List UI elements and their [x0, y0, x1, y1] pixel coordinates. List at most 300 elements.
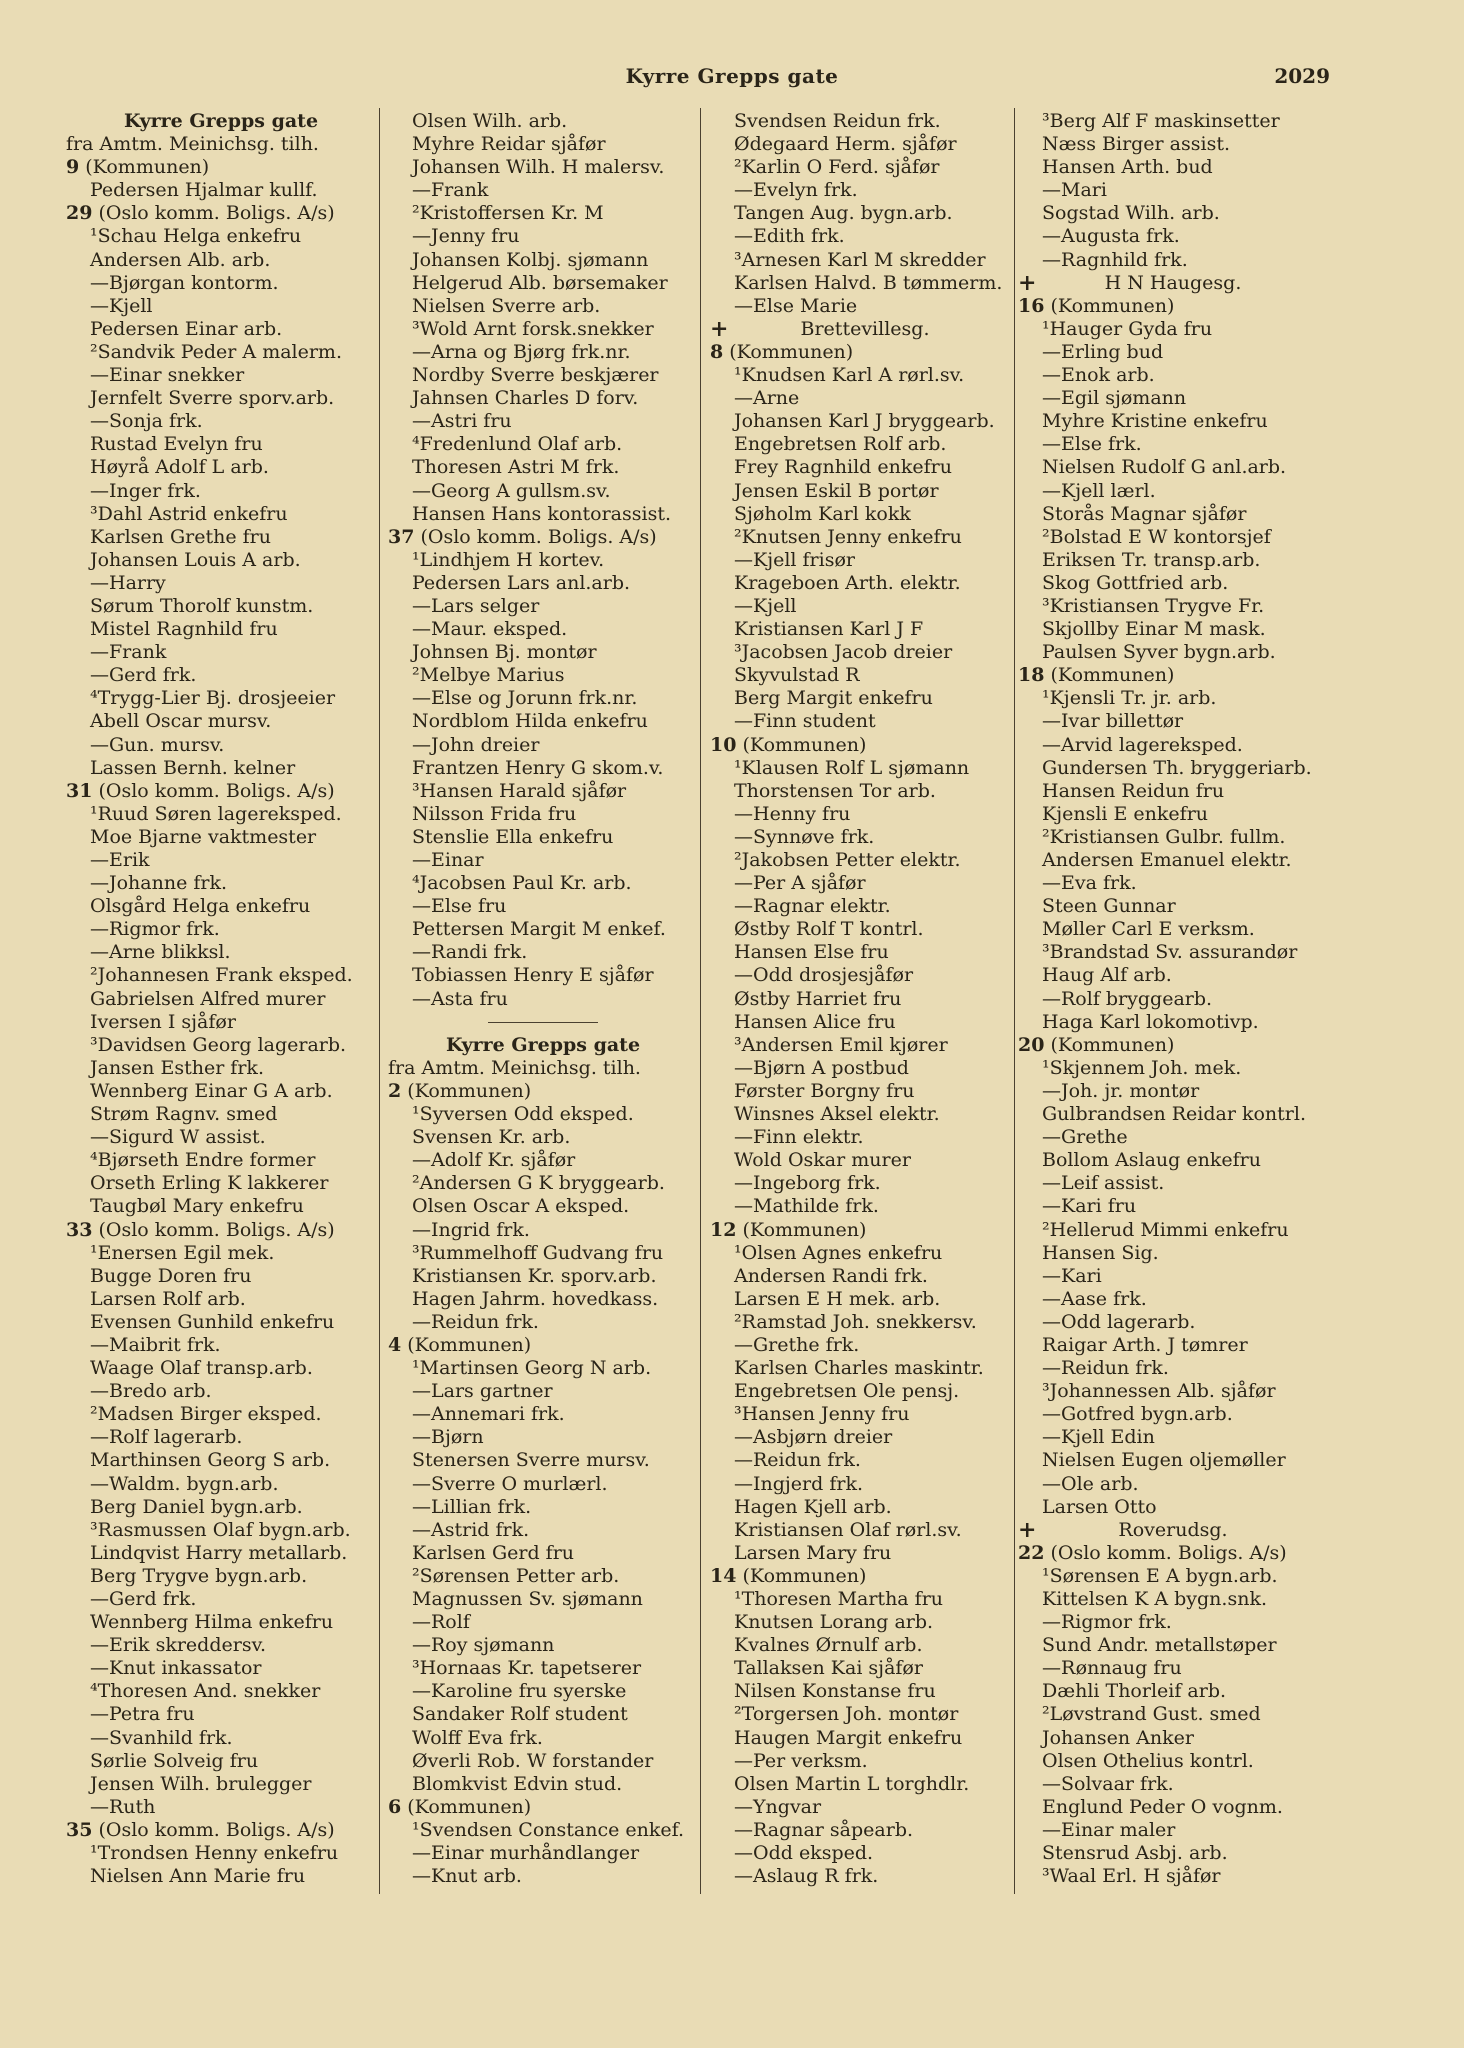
resident-entry: ¹Hauger Gyda fru — [1042, 317, 1213, 340]
resident-entry: Olsen Othelius kontrl. — [1042, 1749, 1254, 1772]
page-number: 2029 — [1274, 64, 1330, 88]
resident-entry: ¹Ruud Søren lagereksped. — [90, 802, 342, 825]
resident-entry: Myhre Reidar sjåfør — [412, 133, 606, 156]
resident-entry: —Frank — [412, 179, 489, 202]
resident-entry: Johansen Karl J bryggearb. — [734, 410, 995, 433]
resident-entry: —Rigmor frk. — [90, 918, 220, 941]
resident-entry: Haugen Margit enkefru — [734, 1726, 963, 1749]
resident-entry: —Ole arb. — [1042, 1472, 1139, 1495]
resident-entry: Engebretsen Ole pensj. — [734, 1380, 960, 1403]
resident-entry: Marthinsen Georg S arb. — [90, 1449, 331, 1472]
resident-entry: —Ivar billettør — [1042, 710, 1184, 733]
resident-entry: Andersen Randi frk. — [734, 1264, 928, 1287]
resident-entry: Karlsen Grethe fru — [90, 525, 271, 548]
resident-entry: Ødegaard Herm. sjåfør — [734, 133, 957, 156]
resident-entry: Skog Gottfried arb. — [1042, 571, 1229, 594]
resident-entry: —Maibrit frk. — [90, 1333, 221, 1356]
resident-entry: —Augusta frk. — [1042, 225, 1180, 248]
resident-entry: —Reidun frk. — [734, 1449, 861, 1472]
resident-entry: ²Torgersen Joh. montør — [734, 1703, 959, 1726]
resident-entry: —Rigmor frk. — [1042, 1611, 1172, 1634]
resident-entry: Eriksen Tr. transp.arb. — [1042, 548, 1261, 571]
resident-entry: Hansen Reidun fru — [1042, 779, 1225, 802]
resident-entry: Thoresen Astri M frk. — [412, 456, 620, 479]
resident-entry: Gabrielsen Alfred murer — [90, 987, 326, 1010]
resident-entry: —Henny fru — [734, 802, 851, 825]
resident-entry: Taugbøl Mary enkefru — [90, 1195, 304, 1218]
resident-entry: Stenersen Sverre mursv. — [412, 1449, 650, 1472]
resident-entry: —Knut inkassator — [90, 1657, 262, 1680]
resident-entry: Engebretsen Rolf arb. — [734, 433, 947, 456]
resident-entry: Knutsen Lorang arb. — [734, 1611, 934, 1634]
resident-entry: —Kari fru — [1042, 1195, 1137, 1218]
resident-entry: Sørlie Solveig fru — [90, 1749, 259, 1772]
resident-entry: —Georg A gullsm.sv. — [412, 479, 611, 502]
resident-entry: —Finn student — [734, 710, 876, 733]
resident-entry: —Edith frk. — [734, 225, 845, 248]
house-number: 20 (Kommunen) — [1018, 1033, 1175, 1056]
resident-entry: —Arne blikksl. — [90, 941, 231, 964]
resident-entry: Olsen Oscar A eksped. — [412, 1195, 630, 1218]
resident-entry: Helgerud Alb. børsemaker — [412, 271, 668, 294]
resident-entry: Lassen Bernh. kelner — [90, 756, 296, 779]
resident-entry: ³Johannessen Alb. sjåfør — [1042, 1380, 1276, 1403]
resident-entry: —Ingrid frk. — [412, 1218, 530, 1241]
resident-entry: ¹Syversen Odd eksped. — [412, 1103, 634, 1126]
resident-entry: —Frank — [90, 641, 167, 664]
resident-entry: Østby Rolf T kontrl. — [734, 918, 924, 941]
resident-entry: Stensrud Asbj. arb. — [1042, 1842, 1228, 1865]
resident-entry: —Sigurd W assist. — [90, 1126, 266, 1149]
resident-entry: —Astri fru — [412, 410, 512, 433]
resident-entry: Kjensli E enkefru — [1042, 802, 1209, 825]
resident-entry: Tangen Aug. bygn.arb. — [734, 202, 953, 225]
resident-entry: —Svanhild frk. — [90, 1726, 233, 1749]
street-heading: Kyrre Grepps gate — [123, 110, 319, 132]
resident-entry: Dæhli Thorleif arb. — [1042, 1680, 1227, 1703]
house-number: 31 (Oslo komm. Boligs. A/s) — [66, 779, 335, 802]
resident-entry: Hagen Kjell arb. — [734, 1495, 892, 1518]
house-number: 16 (Kommunen) — [1018, 294, 1175, 317]
resident-entry: Raigar Arth. J tømrer — [1042, 1333, 1248, 1356]
resident-entry: —Rolf bryggearb. — [1042, 987, 1213, 1010]
resident-entry: Karlsen Halvd. B tømmerm. — [734, 271, 1003, 294]
cross-street-icon: + — [1018, 269, 1037, 296]
house-number: 14 (Kommunen) — [710, 1564, 867, 1587]
resident-entry: Hansen Arth. bud — [1042, 156, 1213, 179]
resident-entry: Pettersen Margit M enkef. — [412, 918, 666, 941]
resident-entry: Gundersen Th. bryggeriarb. — [1042, 756, 1312, 779]
resident-entry: Bugge Doren fru — [90, 1264, 252, 1287]
resident-entry: Nielsen Rudolf G anl.arb. — [1042, 456, 1287, 479]
resident-entry: ⁴Bjørseth Endre former — [90, 1149, 316, 1172]
resident-entry: —Gun. mursv. — [90, 733, 225, 756]
resident-entry: —Lars gartner — [412, 1380, 553, 1403]
resident-entry: Hagen Jahrm. hovedkass. — [412, 1287, 659, 1310]
resident-entry: —Knut arb. — [412, 1865, 522, 1888]
resident-entry: Moe Bjarne vaktmester — [90, 825, 317, 848]
resident-entry: Karlsen Charles maskintr. — [734, 1357, 984, 1380]
resident-entry: —Kjell Edin — [1042, 1426, 1155, 1449]
resident-entry: Waage Olaf transp.arb. — [90, 1357, 313, 1380]
resident-entry: ²Bolstad E W kontorsjef — [1042, 525, 1271, 548]
resident-entry: Paulsen Syver bygn.arb. — [1042, 641, 1276, 664]
resident-entry: Kristiansen Kr. sporv.arb. — [412, 1264, 657, 1287]
resident-entry: —Evelyn frk. — [734, 179, 858, 202]
resident-entry: —Ingjerd frk. — [734, 1472, 863, 1495]
resident-entry: Wennberg Einar G A arb. — [90, 1079, 333, 1102]
house-number: 18 (Kommunen) — [1018, 664, 1175, 687]
resident-entry: —Einar maler — [1042, 1818, 1176, 1841]
resident-entry: ¹Thoresen Martha fru — [734, 1588, 944, 1610]
resident-entry: —Inger frk. — [90, 479, 201, 502]
resident-entry: —Rolf lagerarb. — [90, 1426, 243, 1449]
resident-entry: —Ragnar såpearb. — [734, 1818, 914, 1841]
resident-entry: Johansen Kolbj. sjømann — [412, 248, 649, 271]
resident-entry: Pedersen Lars anl.arb. — [412, 571, 631, 594]
section-divider — [388, 1011, 698, 1034]
resident-entry: Larsen E H mek. arb. — [734, 1287, 941, 1310]
resident-entry: Kvalnes Ørnulf arb. — [734, 1634, 923, 1657]
resident-entry: —Sverre O murlærl. — [412, 1472, 608, 1495]
resident-entry: ⁴Trygg-Lier Bj. drosjeeier — [90, 687, 336, 710]
resident-entry: —Odd lagerarb. — [1042, 1310, 1196, 1333]
resident-entry: —Solvaar frk. — [1042, 1772, 1174, 1795]
resident-entry: Steen Gunnar — [1042, 895, 1176, 918]
resident-entry: Berg Margit enkefru — [734, 687, 933, 710]
resident-entry: —Ingeborg frk. — [734, 1172, 881, 1195]
resident-entry: —Bredo arb. — [90, 1380, 212, 1403]
resident-entry: ³Rasmussen Olaf bygn.arb. — [90, 1518, 351, 1541]
resident-entry: ¹Skjennem Joh. mek. — [1042, 1056, 1242, 1079]
resident-entry: —Else fru — [412, 895, 507, 918]
resident-entry: Sogstad Wilh. arb. — [1042, 202, 1220, 225]
resident-entry: Sund Andr. metallstøper — [1042, 1634, 1277, 1657]
resident-entry: ³Hansen Jenny fru — [734, 1403, 910, 1426]
resident-entry: ²Løvstrand Gust. smed — [1042, 1703, 1261, 1726]
resident-entry: ²Karlin O Ferd. sjåfør — [734, 156, 940, 179]
resident-entry: ³Brandstad Sv. assurandør — [1042, 941, 1298, 964]
resident-entry: ²Kristiansen Gulbr. fullm. — [1042, 825, 1286, 848]
resident-entry: —Kjell — [90, 294, 153, 317]
resident-entry: ³Hansen Harald sjåfør — [412, 779, 627, 802]
resident-entry: ²Andersen G K bryggearb. — [412, 1172, 665, 1195]
resident-entry: Svensen Kr. arb. — [412, 1126, 571, 1149]
resident-entry: ²Jakobsen Petter elektr. — [734, 849, 961, 871]
resident-entry: —Mathilde frk. — [734, 1195, 879, 1218]
column-3 — [710, 110, 1020, 1888]
resident-entry: —Astrid frk. — [412, 1518, 530, 1541]
resident-entry: Høyrå Adolf L arb. — [90, 456, 269, 479]
resident-entry: —Roy sjømann — [412, 1634, 555, 1657]
resident-entry: —Kjell lærl. — [1042, 479, 1156, 502]
column-rule — [1014, 108, 1015, 1894]
resident-entry: Jensen Wilh. brulegger — [90, 1772, 312, 1795]
house-number: 6 (Kommunen) — [388, 1795, 532, 1818]
resident-entry: Pedersen Einar arb. — [90, 317, 283, 340]
resident-entry: ¹Olsen Agnes enkefru — [734, 1241, 943, 1264]
resident-entry: Stenslie Ella enkefru — [412, 825, 614, 848]
resident-entry: —Harry — [90, 571, 166, 594]
resident-entry: —Kari — [1042, 1264, 1102, 1287]
resident-entry: —Eva frk. — [1042, 872, 1137, 895]
resident-entry: —Einar murhåndlanger — [412, 1842, 640, 1865]
resident-entry: —Reidun frk. — [412, 1310, 539, 1333]
resident-entry: —Asbjørn dreier — [734, 1426, 893, 1449]
house-number: 2 (Kommunen) — [388, 1079, 532, 1102]
resident-entry: —Joh. jr. montør — [1042, 1079, 1200, 1102]
resident-entry: Frey Ragnhild enkefru — [734, 456, 952, 479]
resident-entry: ³Wold Arnt forsk.snekker — [412, 317, 654, 340]
resident-entry: Nordblom Hilda enkefru — [412, 710, 648, 733]
resident-entry: Karlsen Gerd fru — [412, 1541, 575, 1564]
resident-entry: Hansen Hans kontorassist. — [412, 502, 672, 525]
resident-entry: Bollom Aslaug enkefru — [1042, 1149, 1261, 1172]
resident-entry: Tobiassen Henry E sjåfør — [412, 964, 654, 987]
resident-entry: —Gotfred bygn.arb. — [1042, 1403, 1233, 1426]
resident-entry: Rustad Evelyn fru — [90, 433, 263, 456]
resident-entry: Lindqvist Harry metallarb. — [90, 1541, 348, 1564]
resident-entry: —Ruth — [90, 1795, 156, 1818]
resident-entry: Orseth Erling K lakkerer — [90, 1172, 329, 1195]
cross-street-label: Brettevillesg. — [800, 317, 930, 340]
resident-entry: —Mari — [1042, 179, 1107, 202]
house-number: 33 (Oslo komm. Boligs. A/s) — [66, 1218, 335, 1241]
resident-entry: —Bjørn A postbud — [734, 1056, 909, 1079]
resident-entry: Johansen Anker — [1042, 1726, 1194, 1749]
resident-entry: Næss Birger assist. — [1042, 133, 1231, 156]
resident-entry: —Annemari frk. — [412, 1403, 565, 1426]
resident-entry: Møller Carl E verksm. — [1042, 918, 1255, 941]
resident-entry: —Asta fru — [412, 987, 508, 1010]
resident-entry: —Else frk. — [1042, 433, 1142, 456]
resident-entry: Olsen Martin L torghdlr. — [734, 1772, 970, 1795]
resident-entry: Storås Magnar sjåfør — [1042, 502, 1247, 525]
resident-entry: —Arna og Bjørg frk.nr. — [412, 340, 631, 363]
resident-entry: Hansen Alice fru — [734, 1010, 896, 1033]
resident-entry: Evensen Gunhild enkefru — [90, 1310, 335, 1333]
resident-entry: Strøm Ragnv. smed — [90, 1103, 278, 1126]
house-number: 4 (Kommunen) — [388, 1333, 532, 1356]
cross-street — [1018, 269, 1328, 296]
resident-entry: —Lillian frk. — [412, 1495, 532, 1518]
resident-entry: Svendsen Reidun frk. — [734, 110, 941, 132]
resident-entry: —Grethe — [1042, 1126, 1128, 1149]
resident-entry: —Maur. eksped. — [412, 618, 568, 641]
resident-entry: Østby Harriet fru — [734, 987, 902, 1010]
resident-entry: —Einar snekker — [90, 364, 245, 387]
resident-entry: ²Ramstad Joh. snekkersv. — [734, 1310, 977, 1333]
resident-entry: —Else og Jorunn frk.nr. — [412, 687, 638, 710]
resident-entry: Larsen Mary fru — [734, 1541, 892, 1564]
cross-street — [710, 315, 1020, 342]
resident-entry: ¹Sørensen E A bygn.arb. — [1042, 1564, 1278, 1587]
resident-entry: Berg Daniel bygn.arb. — [90, 1495, 303, 1518]
resident-entry: ¹Martinsen Georg N arb. — [412, 1357, 652, 1380]
resident-entry: ³Hornaas Kr. tapetserer — [412, 1657, 642, 1680]
resident-entry: Haga Karl lokomotivp. — [1042, 1010, 1259, 1033]
resident-entry: Kristiansen Karl J F — [734, 618, 924, 641]
column-rule — [379, 108, 380, 1894]
resident-entry: —Adolf Kr. sjåfør — [412, 1149, 576, 1172]
resident-entry: ²Johannesen Frank eksped. — [90, 964, 353, 987]
resident-entry: Johansen Louis A arb. — [90, 548, 301, 571]
resident-entry: ⁴Jacobsen Paul Kr. arb. — [412, 872, 632, 895]
resident-entry: Wolff Eva frk. — [412, 1726, 543, 1749]
resident-entry: —Synnøve frk. — [734, 825, 875, 848]
resident-entry: ³Davidsen Georg lagerarb. — [90, 1033, 347, 1056]
cross-street-icon: + — [1018, 1516, 1037, 1543]
resident-entry: —Aslaug R frk. — [734, 1865, 879, 1888]
house-number: 22 (Oslo komm. Boligs. A/s) — [1018, 1541, 1287, 1564]
column-1 — [66, 110, 376, 1888]
resident-entry: ²Hellerud Mimmi enkefru — [1042, 1218, 1289, 1241]
resident-entry: Iversen I sjåfør — [90, 1010, 236, 1033]
resident-entry: —Gerd frk. — [90, 664, 197, 687]
resident-entry: Krageboen Arth. elektr. — [734, 571, 961, 594]
resident-entry: Nordby Sverre beskjærer — [412, 364, 659, 387]
resident-entry: ¹Kjensli Tr. jr. arb. — [1042, 687, 1217, 710]
column-4 — [1018, 110, 1328, 1888]
column-rule — [700, 108, 701, 1894]
resident-entry: ³Dahl Astrid enkefru — [90, 502, 288, 525]
resident-entry: —Bjørgan kontorm. — [90, 271, 279, 294]
house-number: 10 (Kommunen) — [710, 733, 867, 756]
resident-entry: ³Arnesen Karl M skredder — [734, 248, 986, 271]
resident-entry: ¹Knudsen Karl A rørl.sv. — [734, 364, 965, 387]
resident-entry: Jernfelt Sverre sporv.arb. — [90, 387, 335, 410]
house-number: 29 (Oslo komm. Boligs. A/s) — [66, 202, 335, 225]
resident-entry: —Erik skreddersv. — [90, 1634, 267, 1657]
street-heading: Kyrre Grepps gate — [445, 1033, 641, 1056]
resident-entry: —Odd drosjesjåfør — [734, 964, 914, 987]
resident-entry: —Reidun frk. — [1042, 1357, 1169, 1380]
resident-entry: ³Andersen Emil kjører — [734, 1033, 948, 1056]
resident-entry: Winsnes Aksel elektr. — [734, 1103, 940, 1126]
resident-entry: ²Sandvik Peder A malerm. — [90, 340, 342, 363]
resident-entry: —Kjell frisør — [734, 548, 855, 571]
resident-entry: —Gerd frk. — [90, 1588, 197, 1610]
resident-entry: —Leif assist. — [1042, 1172, 1165, 1195]
house-number: 35 (Oslo komm. Boligs. A/s) — [66, 1818, 335, 1841]
resident-entry: ¹Schau Helga enkefru — [90, 225, 302, 248]
resident-entry: —Erling bud — [1042, 340, 1164, 363]
resident-entry: Jahnsen Charles D forv. — [412, 387, 639, 410]
resident-entry: —Aase frk. — [1042, 1287, 1147, 1310]
resident-entry: Skjollby Einar M mask. — [1042, 618, 1266, 641]
resident-entry: —Ragnar elektr. — [734, 895, 891, 918]
resident-entry: Frantzen Henry G skom.v. — [412, 756, 664, 779]
resident-entry: Andersen Emanuel elektr. — [1042, 849, 1292, 871]
resident-entry: Hansen Else fru — [734, 941, 889, 964]
resident-entry: ²Knutsen Jenny enkefru — [734, 525, 962, 548]
resident-entry: Andersen Alb. arb. — [90, 248, 271, 271]
resident-entry: Pedersen Hjalmar kullf. — [90, 179, 318, 202]
resident-entry: Skyvulstad R — [734, 664, 860, 687]
resident-entry: —Rolf — [412, 1611, 470, 1634]
resident-entry: ¹Klausen Rolf L sjømann — [734, 756, 970, 779]
running-head: Kyrre Grepps gate — [625, 64, 839, 88]
resident-entry: Nilsson Frida fru — [412, 802, 577, 825]
resident-entry: Abell Oscar mursv. — [90, 710, 272, 733]
resident-entry: Kittelsen K A bygn.snk. — [1042, 1588, 1268, 1610]
resident-entry: —Yngvar — [734, 1795, 822, 1818]
resident-entry: ²Melbye Marius — [412, 664, 565, 687]
resident-entry: Berg Trygve bygn.arb. — [90, 1564, 308, 1587]
resident-entry: Tallaksen Kai sjåfør — [734, 1657, 923, 1680]
resident-entry: Jansen Esther frk. — [90, 1056, 264, 1079]
resident-entry: —Egil sjømann — [1042, 387, 1187, 410]
street-note: fra Amtm. Meinichsg. tilh. — [66, 133, 319, 156]
resident-entry: Olsgård Helga enkefru — [90, 895, 311, 918]
resident-entry: —Johanne frk. — [90, 872, 228, 895]
house-number: 8 (Kommunen) — [710, 340, 854, 363]
house-number: 9 (Kommunen) — [66, 156, 210, 179]
resident-entry: Sandaker Rolf student — [412, 1703, 628, 1726]
resident-entry: —Arvid lagereksped. — [1042, 733, 1243, 756]
resident-entry: Nilsen Konstanse fru — [734, 1680, 936, 1703]
resident-entry: ⁴Thoresen And. snekker — [90, 1680, 321, 1703]
resident-entry: —Per verksm. — [734, 1749, 868, 1772]
resident-entry: —Else Marie — [734, 294, 858, 317]
resident-entry: Nielsen Sverre arb. — [412, 294, 601, 317]
cross-street-icon: + — [710, 315, 729, 342]
resident-entry: Gulbrandsen Reidar kontrl. — [1042, 1103, 1306, 1126]
cross-street-label: H N Haugesg. — [1104, 271, 1242, 294]
resident-entry: —Karoline fru syerske — [412, 1680, 627, 1703]
resident-entry: Sørum Thorolf kunstm. — [90, 594, 314, 617]
resident-entry: —Grethe frk. — [734, 1333, 860, 1356]
resident-entry: Wold Oskar murer — [734, 1149, 911, 1172]
resident-entry: Øverli Rob. W forstander — [412, 1749, 654, 1772]
resident-entry: ²Madsen Birger eksped. — [90, 1403, 322, 1426]
cross-street-label: Roverudsg. — [1118, 1518, 1228, 1541]
resident-entry: Thorstensen Tor arb. — [734, 779, 936, 802]
resident-entry: —Jenny fru — [412, 225, 520, 248]
resident-entry: —Lars selger — [412, 594, 540, 617]
resident-entry: ²Sørensen Petter arb. — [412, 1564, 620, 1587]
resident-entry: Nielsen Eugen oljemøller — [1042, 1449, 1286, 1472]
resident-entry: ¹Svendsen Constance enkef. — [412, 1818, 685, 1841]
resident-entry: —Sonja frk. — [90, 410, 203, 433]
resident-entry: ⁴Fredenlund Olaf arb. — [412, 433, 623, 456]
cross-street — [1018, 1516, 1328, 1543]
resident-entry: Hansen Sig. — [1042, 1241, 1159, 1264]
resident-entry: Førster Borgny fru — [734, 1079, 915, 1102]
resident-entry: —Finn elektr. — [734, 1126, 864, 1149]
resident-entry: Sjøholm Karl kokk — [734, 502, 911, 525]
resident-entry: —Kjell — [734, 594, 797, 617]
resident-entry: ²Kristoffersen Kr. M — [412, 202, 604, 225]
resident-entry: ¹Trondsen Henny enkefru — [90, 1842, 339, 1865]
resident-entry: ³Waal Erl. H sjåfør — [1042, 1865, 1221, 1888]
resident-entry: Johnsen Bj. montør — [412, 641, 597, 664]
resident-entry: —Petra fru — [90, 1703, 195, 1726]
resident-entry: ³Rummelhoff Gudvang fru — [412, 1241, 664, 1264]
resident-entry: —Enok arb. — [1042, 364, 1155, 387]
resident-entry: Haug Alf arb. — [1042, 964, 1172, 987]
resident-entry: Magnussen Sv. sjømann — [412, 1588, 643, 1610]
resident-entry: ³Berg Alf F maskinsetter — [1042, 110, 1280, 132]
resident-entry: —Ragnhild frk. — [1042, 248, 1188, 271]
resident-entry: Mistel Ragnhild fru — [90, 618, 278, 641]
resident-entry: —Bjørn — [412, 1426, 484, 1449]
resident-entry: —John dreier — [412, 733, 540, 756]
resident-entry: ¹Lindhjem H kortev. — [412, 548, 605, 571]
resident-entry: Nielsen Ann Marie fru — [90, 1865, 306, 1888]
resident-entry: —Arne — [734, 387, 800, 410]
resident-entry: —Waldm. bygn.arb. — [90, 1472, 279, 1495]
